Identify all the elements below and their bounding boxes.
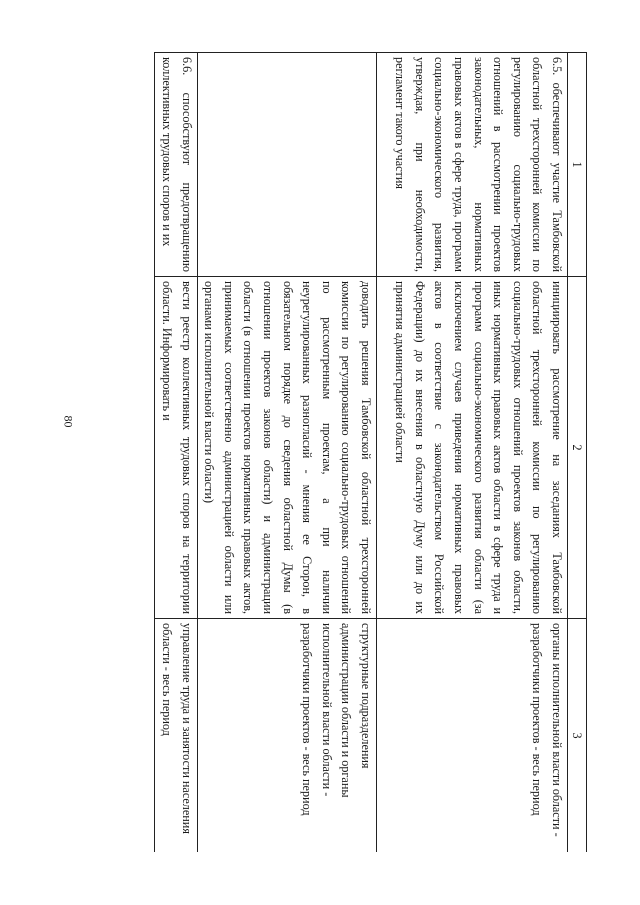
table-row — [377, 53, 568, 853]
cell-responsible: структурные подразделения администрации области и органы исполнительной власти области - разработчики проектов - весь период — [197, 619, 376, 853]
cell-measure: инициировать рассмотрение на заседаниях Тамбовской областной трехсторонней комиссии по регулированию социально-трудовых отношений проектов законов области, иных нормативных правовых актов области в сфере труда и программ социально-экономического развития области (за исключением случаев приведения нормативных правовых актов в соответствие с законодательством Российской Федерации) до их внесения в областную Думу или до их принятия администрацией области — [377, 277, 568, 619]
cell-obligation — [197, 53, 376, 277]
table-row — [197, 53, 376, 853]
cell-obligation: 6.6. способствуют предотвращению коллективных трудовых споров и их — [155, 53, 197, 277]
cell-measure: доводить решения Тамбовской областной трехсторонней комиссии по регулированию социально-трудовых отношений по рассмотренным проектам, а при наличии неурегулированных разногласий - мнения ее Сторон, в обязательном порядке до сведения областной Думы (в отношении проектов законов области) и администрации области (в отношении проектов нормативных правовых актов, принимаемых соответственно администрацией области или органами исполнительной власти области) — [197, 277, 376, 619]
measures-table — [154, 52, 587, 852]
table-row — [155, 53, 197, 853]
header-col-1: 1 — [568, 53, 587, 277]
rotated-content — [107, 52, 587, 852]
page-number: 80 — [61, 415, 76, 428]
table-header-row — [568, 53, 587, 853]
header-col-2: 2 — [568, 277, 587, 619]
cell-obligation: 6.5. обеспечивают участие Тамбовской областной трехсторонней комиссии по регулированию социально-трудовых отношений в рассмотрении проектов законодательных, нормативных правовых актов в сфере труда, программ социально-экономического развития, утверждая, при необходимости, регламент такого участия — [377, 53, 568, 277]
header-col-3: 3 — [568, 619, 587, 853]
cell-responsible: управление труда и занятости населения области - весь период — [155, 619, 197, 853]
rotated-page-frame — [107, 52, 587, 852]
cell-responsible: органы исполнительной власти области - разработчики проектов - весь период — [377, 619, 568, 853]
cell-measure: вести реестр коллективных трудовых споров на территории области. Информировать и — [155, 277, 197, 619]
